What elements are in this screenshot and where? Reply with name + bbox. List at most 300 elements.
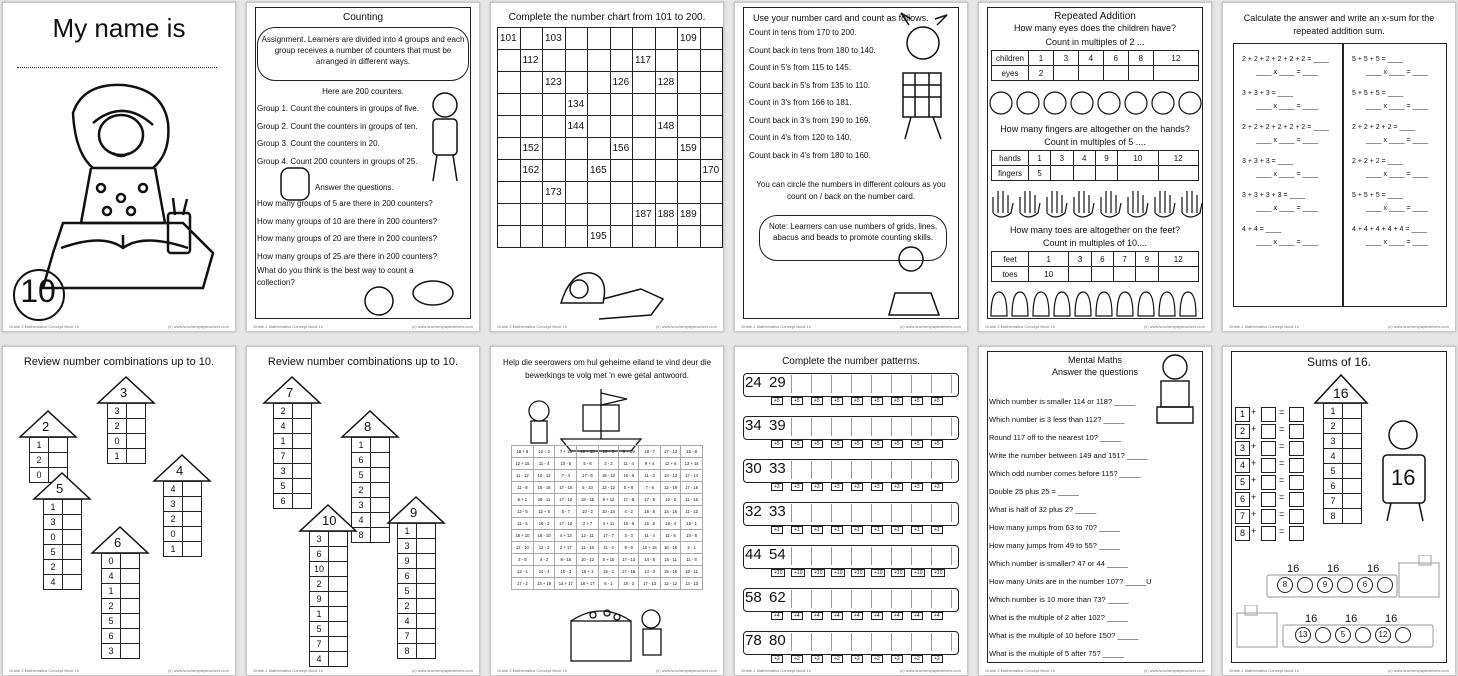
maze-cell[interactable]: 11 - 12 xyxy=(681,506,703,518)
maze-cell[interactable]: 14 + 17 xyxy=(555,578,577,590)
table-cell[interactable] xyxy=(1095,166,1117,181)
maze-cell[interactable]: 17 - 13 xyxy=(661,446,681,458)
answer-cell[interactable] xyxy=(417,629,436,644)
chart-cell[interactable]: 170 xyxy=(700,160,723,182)
answer-cell[interactable] xyxy=(417,644,436,659)
chart-cell[interactable]: 103 xyxy=(543,28,566,50)
mental-maths-question[interactable]: Double 25 plus 25 = _____ xyxy=(989,487,1079,496)
x-sum-line[interactable]: ____ x ____ = ____ xyxy=(1256,137,1319,144)
maze-cell[interactable]: 16 - 8 xyxy=(639,506,661,518)
maze-cell[interactable]: 4 + 11 xyxy=(598,518,618,530)
pattern-answer-box[interactable] xyxy=(931,547,950,565)
maze-cell[interactable]: 13 - 13 xyxy=(681,578,703,590)
maze-cell[interactable]: 17 - 2 xyxy=(512,578,534,590)
x-sum-line[interactable]: ____ x ____ = ____ xyxy=(1256,171,1319,178)
pattern-answer-box[interactable] xyxy=(911,547,930,565)
maze-cell[interactable]: 10 - 2 xyxy=(577,506,599,518)
pattern-answer-box[interactable] xyxy=(891,590,910,608)
mental-maths-question[interactable]: How many jumps from 63 to 70? _____ xyxy=(989,523,1120,532)
pattern-answer-box[interactable] xyxy=(831,375,850,393)
chart-cell[interactable]: 162 xyxy=(520,160,543,182)
maze-cell[interactable]: 11 - 16 xyxy=(681,494,703,506)
maze-cell[interactable]: 12 ÷ 2 xyxy=(533,446,555,458)
chart-cell[interactable]: 165 xyxy=(588,160,611,182)
chart-cell[interactable]: 101 xyxy=(498,28,521,50)
pattern-answer-box[interactable] xyxy=(911,418,930,436)
maze-cell[interactable]: 10 + 15 xyxy=(639,542,661,554)
pattern-answer-box[interactable] xyxy=(851,633,870,651)
page-2-counting[interactable] xyxy=(246,2,480,332)
pattern-answer-box[interactable] xyxy=(791,547,810,565)
pattern-answer-box[interactable] xyxy=(891,461,910,479)
answer-cell[interactable] xyxy=(127,434,146,449)
answer-cell[interactable] xyxy=(127,449,146,464)
pattern-answer-box[interactable] xyxy=(951,461,968,479)
mental-maths-question[interactable]: Write the number between 149 and 151? _____ xyxy=(989,451,1148,460)
maze-cell[interactable]: 10 - 8 xyxy=(681,530,703,542)
chart-cell[interactable]: 189 xyxy=(678,204,701,226)
pattern-answer-box[interactable] xyxy=(791,418,810,436)
pattern-answer-box[interactable] xyxy=(931,504,950,522)
pattern-answer-box[interactable] xyxy=(891,418,910,436)
maze-cell[interactable]: 11 - 3 xyxy=(639,470,661,482)
maze-cell[interactable]: 12 - 1 xyxy=(512,566,534,578)
x-sum-line[interactable]: ____ x ____ = ____ xyxy=(1256,239,1319,246)
maze-cell[interactable]: 10 - 5 xyxy=(555,458,577,470)
maze-cell[interactable]: 12 - 2 xyxy=(533,542,555,554)
maze-cell[interactable]: 15 - 6 xyxy=(619,518,639,530)
chart-cell[interactable]: 112 xyxy=(520,50,543,72)
pattern-answer-box[interactable] xyxy=(891,504,910,522)
table-cell[interactable] xyxy=(1073,166,1095,181)
chart-cell[interactable]: 144 xyxy=(565,116,588,138)
maze-cell[interactable]: 12 + 6 xyxy=(661,458,681,470)
pattern-answer-box[interactable] xyxy=(951,633,968,651)
train-wheel-answer[interactable] xyxy=(1377,577,1393,593)
maze-cell[interactable]: 17 - 7 xyxy=(598,530,618,542)
pattern-answer-box[interactable] xyxy=(891,375,910,393)
pattern-answer-box[interactable] xyxy=(871,461,890,479)
answer-cell[interactable] xyxy=(121,644,140,659)
pattern-answer-box[interactable] xyxy=(791,461,810,479)
maze-cell[interactable]: 7 - 9 xyxy=(639,482,661,494)
x-sum-line[interactable]: ____ x ____ = ____ xyxy=(1256,103,1319,110)
maze-cell[interactable]: 17 - 16 xyxy=(619,566,639,578)
page-11-mental-maths[interactable] xyxy=(978,346,1212,676)
answer-cell[interactable] xyxy=(293,404,312,419)
answer-cell[interactable] xyxy=(417,539,436,554)
maze-cell[interactable]: 18 + 8 xyxy=(512,446,534,458)
maze-cell[interactable]: 9 - 9 xyxy=(619,542,639,554)
answer-cell[interactable] xyxy=(121,554,140,569)
pattern-answer-box[interactable] xyxy=(811,633,830,651)
answer-cell[interactable] xyxy=(329,652,348,667)
table-cell[interactable] xyxy=(1113,267,1135,282)
maze-cell[interactable]: 10 + 13 xyxy=(577,446,599,458)
chart-cell[interactable]: 187 xyxy=(633,204,656,226)
answer-cell[interactable] xyxy=(293,449,312,464)
x-sum-line[interactable]: ____ x ____ = ____ xyxy=(1366,205,1429,212)
maze-cell[interactable]: 16 - 6 xyxy=(619,470,639,482)
answer-cell[interactable] xyxy=(329,637,348,652)
maze-cell[interactable]: 12 - 19 xyxy=(661,482,681,494)
page-1-cover[interactable] xyxy=(2,2,236,332)
maze-cell[interactable]: 17 - 14 xyxy=(681,470,703,482)
pattern-answer-box[interactable] xyxy=(811,375,830,393)
answer-cell[interactable] xyxy=(417,584,436,599)
maze-cell[interactable]: 15 - 2 xyxy=(598,566,618,578)
answer-cell[interactable] xyxy=(329,607,348,622)
mental-maths-question[interactable]: How many jumps from 49 to 55? _____ xyxy=(989,541,1120,550)
maze-cell[interactable]: 2 - 5 xyxy=(512,554,534,566)
maze-cell[interactable]: 13 - 13 xyxy=(661,470,681,482)
pattern-answer-box[interactable] xyxy=(911,590,930,608)
maze-cell[interactable]: 8 - 15 xyxy=(555,554,577,566)
table-cell[interactable] xyxy=(1103,66,1128,81)
answer-cell[interactable] xyxy=(121,569,140,584)
pattern-answer-box[interactable] xyxy=(931,461,950,479)
pattern-answer-box[interactable] xyxy=(811,418,830,436)
pattern-answer-box[interactable] xyxy=(831,461,850,479)
maze-cell[interactable]: 18 - 15 xyxy=(577,494,599,506)
train-wheel-answer[interactable] xyxy=(1395,627,1411,643)
maze-cell[interactable]: 18 + 10 xyxy=(512,530,534,542)
pattern-answer-box[interactable] xyxy=(911,633,930,651)
mental-maths-question[interactable]: What is the multiple of 2 after 102? _____ xyxy=(989,613,1128,622)
x-sum-line[interactable]: ____ x ____ = ____ xyxy=(1366,171,1429,178)
maze-cell[interactable]: 11 - 4 xyxy=(639,530,661,542)
page-5-repeated-addition[interactable] xyxy=(978,2,1212,332)
maze-cell[interactable]: 3 + 7 xyxy=(577,518,599,530)
pattern-answer-box[interactable] xyxy=(911,375,930,393)
maze-cell[interactable]: 17 - 5 xyxy=(639,494,661,506)
answer-cell[interactable] xyxy=(183,497,202,512)
maze-cell[interactable]: 16 + 3 xyxy=(598,446,618,458)
answer-cell[interactable] xyxy=(371,438,390,453)
pattern-answer-box[interactable] xyxy=(911,461,930,479)
answer-cell[interactable] xyxy=(329,562,348,577)
answer-cell[interactable] xyxy=(329,547,348,562)
table-cell[interactable] xyxy=(1128,66,1153,81)
maze-cell[interactable]: 17 - 6 xyxy=(577,470,599,482)
train-wheel-answer[interactable] xyxy=(1355,627,1371,643)
answer-cell[interactable] xyxy=(329,577,348,592)
chart-cell[interactable]: 123 xyxy=(543,72,566,94)
chart-cell[interactable]: 148 xyxy=(655,116,678,138)
maze-cell[interactable]: 15 - 11 xyxy=(661,554,681,566)
answer-cell[interactable] xyxy=(63,500,82,515)
maze-cell[interactable]: 9 + 19 xyxy=(619,446,639,458)
chart-cell[interactable]: 159 xyxy=(678,138,701,160)
maze-cell[interactable]: 11 - 5 xyxy=(512,518,534,530)
answer-cell[interactable] xyxy=(371,453,390,468)
maze-cell[interactable]: 6 - 1 xyxy=(598,578,618,590)
maze-cell[interactable]: 11 - 6 xyxy=(661,530,681,542)
maze-cell[interactable]: 11 - 8 xyxy=(512,482,534,494)
pattern-answer-box[interactable] xyxy=(951,547,968,565)
chart-cell[interactable]: 152 xyxy=(520,138,543,160)
pattern-answer-box[interactable] xyxy=(851,504,870,522)
table-cell[interactable] xyxy=(1158,267,1198,282)
pattern-answer-box[interactable] xyxy=(851,590,870,608)
maze-cell[interactable]: 17 - 8 xyxy=(619,494,639,506)
chart-cell[interactable]: 156 xyxy=(610,138,633,160)
maze-cell[interactable]: 5 - 10 xyxy=(577,482,599,494)
maze-cell[interactable]: 7 + 18 xyxy=(555,446,577,458)
maze-cell[interactable]: 12 - 10 xyxy=(512,542,534,554)
maze-cell[interactable]: 11 - 4 xyxy=(598,542,618,554)
maze-cell[interactable]: 7 - 4 xyxy=(555,470,577,482)
pattern-answer-box[interactable] xyxy=(871,504,890,522)
maze-cell[interactable]: 15 - 1 xyxy=(681,518,703,530)
pattern-answer-box[interactable] xyxy=(831,547,850,565)
maze-cell[interactable]: 17 - 16 xyxy=(681,482,703,494)
table-cell[interactable] xyxy=(1078,66,1103,81)
chart-cell[interactable]: 134 xyxy=(565,94,588,116)
answer-cell[interactable] xyxy=(127,419,146,434)
maze-cell[interactable]: 17 - 16 xyxy=(555,518,577,530)
pattern-answer-box[interactable] xyxy=(871,590,890,608)
mental-maths-question[interactable]: What is the multiple of 10 before 150? _____ xyxy=(989,631,1139,640)
maze-cell[interactable]: 5 + 10 xyxy=(598,554,618,566)
maze-cell[interactable]: 10 - 16 xyxy=(533,482,555,494)
maze-cell[interactable]: 11 - 4 xyxy=(533,458,555,470)
page-9-pirate-maze[interactable] xyxy=(490,346,724,676)
maze-cell[interactable]: 12 + 5 xyxy=(533,506,555,518)
table-cell[interactable] xyxy=(1053,66,1078,81)
answer-cell[interactable] xyxy=(121,599,140,614)
pattern-answer-box[interactable] xyxy=(831,504,850,522)
pattern-answer-box[interactable] xyxy=(891,547,910,565)
page-6-x-sums[interactable] xyxy=(1222,2,1456,332)
maze-cell[interactable]: 4 - 2 xyxy=(619,506,639,518)
maze-cell[interactable]: 18 - 3 xyxy=(619,578,639,590)
page-4-number-card[interactable] xyxy=(734,2,968,332)
table-cell[interactable] xyxy=(1091,267,1113,282)
page-3-number-chart[interactable] xyxy=(490,2,724,332)
page-10-number-patterns[interactable] xyxy=(734,346,968,676)
x-sum-line[interactable]: ____ x ____ = ____ xyxy=(1366,137,1429,144)
pattern-answer-box[interactable] xyxy=(831,590,850,608)
maze-cell[interactable]: 15 - 6 xyxy=(639,518,661,530)
maze-cell[interactable]: 15 - 16 xyxy=(661,566,681,578)
answer-cell[interactable] xyxy=(329,532,348,547)
chart-cell[interactable]: 109 xyxy=(678,28,701,50)
pattern-answer-box[interactable] xyxy=(831,418,850,436)
answer-cell[interactable] xyxy=(371,528,390,543)
answer-cell[interactable] xyxy=(293,419,312,434)
pattern-answer-box[interactable] xyxy=(851,375,870,393)
maze-cell[interactable]: 16 - 11 xyxy=(533,494,555,506)
page-8-combinations[interactable] xyxy=(246,346,480,676)
maze-cell[interactable]: 4 + 13 xyxy=(555,530,577,542)
pattern-answer-box[interactable] xyxy=(931,590,950,608)
maze-cell[interactable]: 17 - 13 xyxy=(639,578,661,590)
pattern-answer-box[interactable] xyxy=(831,633,850,651)
maze-cell[interactable]: 15 - 3 xyxy=(555,566,577,578)
answer-cell[interactable] xyxy=(371,468,390,483)
maze-cell[interactable]: 6 + 1 xyxy=(512,494,534,506)
answer-cell[interactable] xyxy=(63,545,82,560)
answer-cell[interactable] xyxy=(417,614,436,629)
maze-cell[interactable]: 13 + 19 xyxy=(533,578,555,590)
chart-cell[interactable]: 117 xyxy=(633,50,656,72)
maze-cell[interactable]: 4 - 2 xyxy=(533,554,555,566)
pattern-answer-box[interactable] xyxy=(791,590,810,608)
table-cell[interactable] xyxy=(1051,166,1073,181)
pattern-answer-box[interactable] xyxy=(891,633,910,651)
maze-cell[interactable]: 18 - 7 xyxy=(639,446,661,458)
mental-maths-question[interactable]: Round 117 off to the nearest 10? _____ xyxy=(989,433,1121,442)
maze-cell[interactable]: 15 + 1 xyxy=(577,566,599,578)
mental-maths-question[interactable]: How many Units are in the number 107? _____U xyxy=(989,577,1152,586)
chart-cell[interactable]: 128 xyxy=(655,72,678,94)
table-cell[interactable] xyxy=(1069,267,1091,282)
table-cell[interactable] xyxy=(1136,267,1158,282)
pattern-answer-box[interactable] xyxy=(931,375,950,393)
maze-cell[interactable]: 12 - 12 xyxy=(598,482,618,494)
chart-cell[interactable]: 173 xyxy=(543,182,566,204)
answer-cell[interactable] xyxy=(63,530,82,545)
maze-cell[interactable]: 5 - 6 xyxy=(577,458,599,470)
answer-cell[interactable] xyxy=(63,515,82,530)
maze-cell[interactable]: 15 - 8 xyxy=(681,446,703,458)
answer-cell[interactable] xyxy=(417,599,436,614)
table-cell[interactable] xyxy=(1158,166,1198,181)
train-wheel-answer[interactable] xyxy=(1315,627,1331,643)
maze-cell[interactable]: 17 - 15 xyxy=(555,482,577,494)
mental-maths-question[interactable]: Which odd number comes before 115? _____ xyxy=(989,469,1141,478)
maze-cell[interactable]: 18 + 17 xyxy=(577,578,599,590)
maze-cell[interactable]: 14 - 16 xyxy=(661,506,681,518)
mental-maths-question[interactable]: What is half of 32 plus 2? _____ xyxy=(989,505,1097,514)
pattern-answer-box[interactable] xyxy=(811,461,830,479)
pattern-answer-box[interactable] xyxy=(851,461,870,479)
answer-cell[interactable] xyxy=(329,592,348,607)
maze-cell[interactable]: 12 - 12 xyxy=(661,578,681,590)
answer-cell[interactable] xyxy=(121,584,140,599)
pattern-answer-box[interactable] xyxy=(871,633,890,651)
pattern-answer-box[interactable] xyxy=(951,590,968,608)
answer-cell[interactable] xyxy=(127,404,146,419)
maze-cell[interactable]: 14 - 4 xyxy=(533,566,555,578)
answer-cell[interactable] xyxy=(49,438,68,453)
answer-cell[interactable] xyxy=(121,614,140,629)
pattern-answer-box[interactable] xyxy=(951,375,968,393)
train-wheel-answer[interactable] xyxy=(1297,577,1313,593)
pattern-answer-box[interactable] xyxy=(791,633,810,651)
pattern-answer-box[interactable] xyxy=(871,418,890,436)
maze-cell[interactable]: 5 + 8 xyxy=(619,482,639,494)
answer-cell[interactable] xyxy=(63,560,82,575)
pattern-answer-box[interactable] xyxy=(811,590,830,608)
maze-cell[interactable]: 8 + 12 xyxy=(598,494,618,506)
maze-cell[interactable]: 11 - 18 xyxy=(577,542,599,554)
maze-cell[interactable]: 3 - 2 xyxy=(598,458,618,470)
table-cell[interactable] xyxy=(1153,66,1198,81)
mental-maths-question[interactable]: Which number is smaller? 47 or 44 _____ xyxy=(989,559,1128,568)
pattern-answer-box[interactable] xyxy=(851,547,870,565)
train-wheel-answer[interactable] xyxy=(1337,577,1353,593)
answer-cell[interactable] xyxy=(293,464,312,479)
answer-cell[interactable] xyxy=(417,569,436,584)
x-sum-line[interactable]: ____ x ____ = ____ xyxy=(1256,69,1319,76)
maze-cell[interactable]: 10 - 12 xyxy=(577,554,599,566)
maze-cell[interactable]: 14 - 3 xyxy=(639,566,661,578)
maze-cell[interactable]: 5 - 7 xyxy=(555,506,577,518)
maze-cell[interactable]: 18 - 10 xyxy=(598,470,618,482)
pattern-answer-box[interactable] xyxy=(871,375,890,393)
maze-cell[interactable]: 3 - 3 xyxy=(619,530,639,542)
answer-cell[interactable] xyxy=(49,453,68,468)
maze-cell[interactable]: 2 + 17 xyxy=(555,542,577,554)
chart-cell[interactable]: 195 xyxy=(588,226,611,248)
answer-cell[interactable] xyxy=(183,512,202,527)
answer-cell[interactable] xyxy=(183,482,202,497)
x-sum-line[interactable]: ____ x ____ = ____ xyxy=(1366,103,1429,110)
answer-cell[interactable] xyxy=(293,434,312,449)
mental-maths-question[interactable]: Which number is 10 more than 73? _____ xyxy=(989,595,1129,604)
mental-maths-question[interactable]: Which number is smaller 114 or 118? _____ xyxy=(989,397,1136,406)
chart-cell[interactable]: 188 xyxy=(655,204,678,226)
mental-maths-question[interactable]: What is the multiple of 5 after 75? _____ xyxy=(989,649,1124,658)
maze-cell[interactable]: 18 - 10 xyxy=(533,530,555,542)
page-12-sums-of-16[interactable] xyxy=(1222,346,1456,676)
maze-cell[interactable]: 14 - 5 xyxy=(639,554,661,566)
table-cell[interactable] xyxy=(1118,166,1158,181)
pattern-answer-box[interactable] xyxy=(871,547,890,565)
x-sum-line[interactable]: ____ x ____ = ____ xyxy=(1366,69,1429,76)
maze-cell[interactable]: 10 - 11 xyxy=(681,566,703,578)
pattern-answer-box[interactable] xyxy=(931,633,950,651)
maze-cell[interactable]: 18 - 4 xyxy=(661,518,681,530)
maze-cell[interactable]: 12 + 15 xyxy=(512,458,534,470)
maze-cell[interactable]: 12 - 5 xyxy=(512,506,534,518)
maze-cell[interactable]: 17 - 13 xyxy=(619,554,639,566)
chart-cell[interactable]: 126 xyxy=(610,72,633,94)
answer-cell[interactable] xyxy=(417,524,436,539)
maze-cell[interactable]: 17 - 16 xyxy=(555,494,577,506)
pattern-answer-box[interactable] xyxy=(811,547,830,565)
pattern-answer-box[interactable] xyxy=(791,504,810,522)
pattern-answer-box[interactable] xyxy=(951,418,968,436)
pattern-answer-box[interactable] xyxy=(811,504,830,522)
maze-cell[interactable]: 11 - 8 xyxy=(681,554,703,566)
page-7-combinations[interactable] xyxy=(2,346,236,676)
pattern-answer-box[interactable] xyxy=(911,504,930,522)
maze-cell[interactable]: 10 - 5 xyxy=(661,494,681,506)
answer-cell[interactable] xyxy=(417,554,436,569)
maze-cell[interactable]: 16 - 2 xyxy=(533,518,555,530)
maze-cell[interactable]: 12 - 11 xyxy=(577,530,599,542)
pattern-answer-box[interactable] xyxy=(791,375,810,393)
answer-cell[interactable] xyxy=(329,622,348,637)
maze-cell[interactable]: 16 - 16 xyxy=(661,542,681,554)
maze-cell[interactable]: 2 - 1 xyxy=(681,542,703,554)
answer-cell[interactable] xyxy=(183,527,202,542)
pattern-answer-box[interactable] xyxy=(951,504,968,522)
pattern-answer-box[interactable] xyxy=(931,418,950,436)
x-sum-line[interactable]: ____ x ____ = ____ xyxy=(1256,205,1319,212)
x-sum-line[interactable]: ____ x ____ = ____ xyxy=(1366,239,1429,246)
pattern-answer-box[interactable] xyxy=(851,418,870,436)
maze-cell[interactable]: 9 + 4 xyxy=(639,458,661,470)
answer-cell[interactable] xyxy=(63,575,82,590)
maze-cell[interactable]: 11 - 4 xyxy=(619,458,639,470)
maze-cell[interactable]: 10 - 12 xyxy=(533,470,555,482)
answer-cell[interactable] xyxy=(121,629,140,644)
answer-cell[interactable] xyxy=(293,479,312,494)
